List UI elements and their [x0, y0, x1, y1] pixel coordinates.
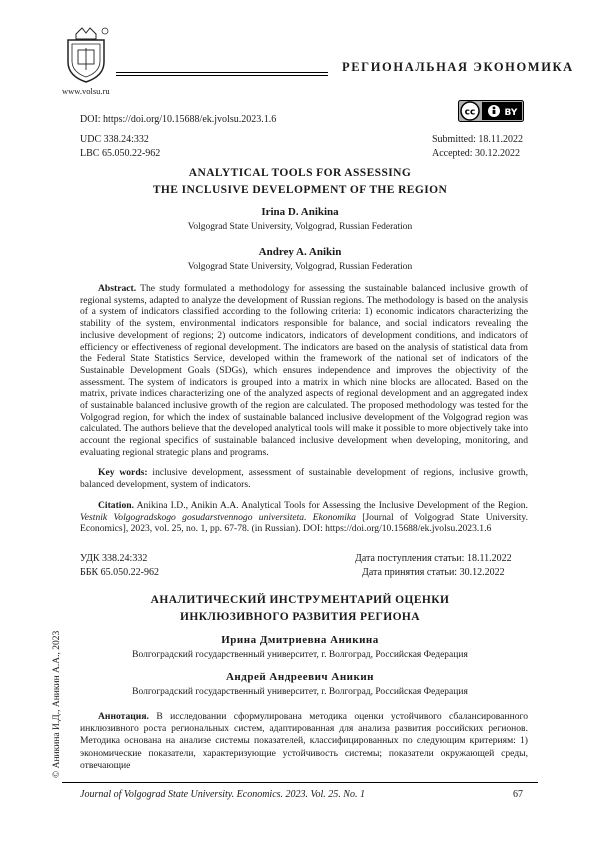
- by-label: BY: [504, 108, 518, 118]
- title-line: ИНКЛЮЗИВНОГО РАЗВИТИЯ РЕГИОНА: [180, 611, 420, 623]
- accepted-date-ru: Дата принятия статьи: 30.12.2022: [362, 567, 505, 578]
- citation-journal: Vestnik Volgogradskogo gosudarstvennogo universiteta. Ekonomika: [80, 511, 356, 523]
- section-rubric: РЕГИОНАЛЬНАЯ ЭКОНОМИКА: [342, 60, 574, 74]
- citation-en: [80, 500, 528, 535]
- keywords-text: inclusive development, assessment of sustainable development of regions, inclusive growth, balanced development, system of indicators.: [80, 467, 528, 490]
- page-number: 67: [513, 789, 523, 800]
- footer-journal: Journal of Volgograd State University. Economics. 2023. Vol. 25. No. 1: [80, 789, 365, 800]
- site-url[interactable]: www.volsu.ru: [62, 86, 110, 96]
- citation-label: Citation.: [98, 500, 134, 511]
- author-affiliation: Volgograd State University, Volgograd, Russian Federation: [187, 222, 413, 232]
- abstract-text: The study formulated a methodology for assessing the sustainable balanced inclusive growth of regional systems, adapted to analyze the development of Russian regions. The methodology is based on the analysis of a system of indicators classified according to the following criteria: 1) economic indicators characterizing the stability of the system, environmental indicators responsible for balance, and social indicators revealing the inclusive development of regions; 2) outcome indicators, indicators of development conditions, and indicators of efficiency or effectiveness of regional development. The indicators are based on the analysis of statistical data from the Federal State Statistics Service, developed within the framework of the national set of indicators of the Sustainable Development Goals (SDGs), which ensures independence and improves the objectivity of the assessment. The system of indicators is grouped into a matrix in which nine blocks are allocated. Based on the matrix, private indices characterizing one of the analyzed aspects of regional development and an aggregated index of sustainable balanced inclusive growth of the region are calculated. The proposed methodology was tested for the Volgograd region, for which the index of sustainable balanced inclusive development of the Volgograd region was calculated. The authors believe that the developed analytical tools will make it possible to more objectively take into account the regional specifics of sustainable balanced inclusive development when developing, monitoring, and evaluating regional strategic plans and programs.: [80, 283, 528, 458]
- bbk-ru: ББК 65.050.22-962: [80, 567, 159, 578]
- lbc-en: LBC 65.050.22-962: [80, 148, 161, 159]
- author-affiliation: Volgograd State University, Volgograd, Russian Federation: [187, 262, 413, 272]
- author-affiliation-ru: Волгоградский государственный университет, г. Волгоград, Российская Федерация: [132, 687, 468, 697]
- citation-text: [Journal of Volgograd State University. Economics], 2023, vol. 25, no. 1, pp. 67-78. (in Russian). DOI: https://doi.org/10.15688/ek.jvolsu.2023.1.6: [80, 511, 528, 535]
- received-date-ru: Дата поступления статьи: 18.11.2022: [355, 553, 512, 564]
- header-rule: [116, 72, 328, 76]
- university-logo: [62, 26, 110, 84]
- article-title-ru: [60, 592, 540, 626]
- udc-ru: УДК 338.24:332: [80, 553, 148, 564]
- title-line: АНАЛИТИЧЕСКИЙ ИНСТРУМЕНТАРИЙ ОЦЕНКИ: [150, 594, 450, 606]
- cc-label: cc: [464, 107, 476, 118]
- submitted-date: Submitted: 18.11.2022: [432, 134, 524, 145]
- author-name: Irina D. Anikina: [261, 206, 339, 218]
- author-affiliation-ru: Волгоградский государственный университет, г. Волгоград, Российская Федерация: [132, 650, 468, 660]
- author-name-ru: Ирина Дмитриевна Аникина: [221, 634, 379, 646]
- abstract-en: [80, 283, 528, 459]
- abstract-ru: [80, 711, 528, 772]
- keywords-en: [80, 467, 528, 490]
- author-name: Andrey A. Anikin: [258, 246, 342, 258]
- article-title-en: [60, 165, 540, 199]
- cc-by-license-icon[interactable]: [458, 100, 524, 122]
- citation-text: Anikina I.D., Anikin A.A. Analytical Tools for Assessing the Inclusive Development of the Region.: [133, 500, 528, 511]
- author-name-ru: Андрей Андреевич Аникин: [225, 671, 375, 683]
- footer-rule: [62, 782, 538, 783]
- abstract-label-ru: Аннотация.: [98, 711, 149, 722]
- doi-link[interactable]: DOI: https://doi.org/10.15688/ek.jvolsu.2023.1.6: [80, 114, 277, 125]
- abstract-text-ru: В исследовании сформулирована методика оценки устойчивого сбалансированного инклюзивного роста региональных систем, адаптированная для анализа развития российских регионов. Методика основана на анализе системы показателей, классифицированных по следующим критериям: 1) экономические показатели, характеризующие устойчивость системы; показатели окружающей среды, отвечающие: [80, 711, 528, 771]
- keywords-label: Key words:: [98, 467, 148, 478]
- udc-en: UDC 338.24:332: [80, 134, 149, 145]
- abstract-label: Abstract.: [98, 283, 137, 294]
- accepted-date: Accepted: 30.12.2022: [432, 148, 521, 159]
- title-line: ANALYTICAL TOOLS FOR ASSESSING: [188, 167, 412, 179]
- copyright-vertical: © Аникина И.Д., Аникин А.А., 2023: [52, 630, 62, 778]
- title-line: THE INCLUSIVE DEVELOPMENT OF THE REGION: [152, 184, 448, 196]
